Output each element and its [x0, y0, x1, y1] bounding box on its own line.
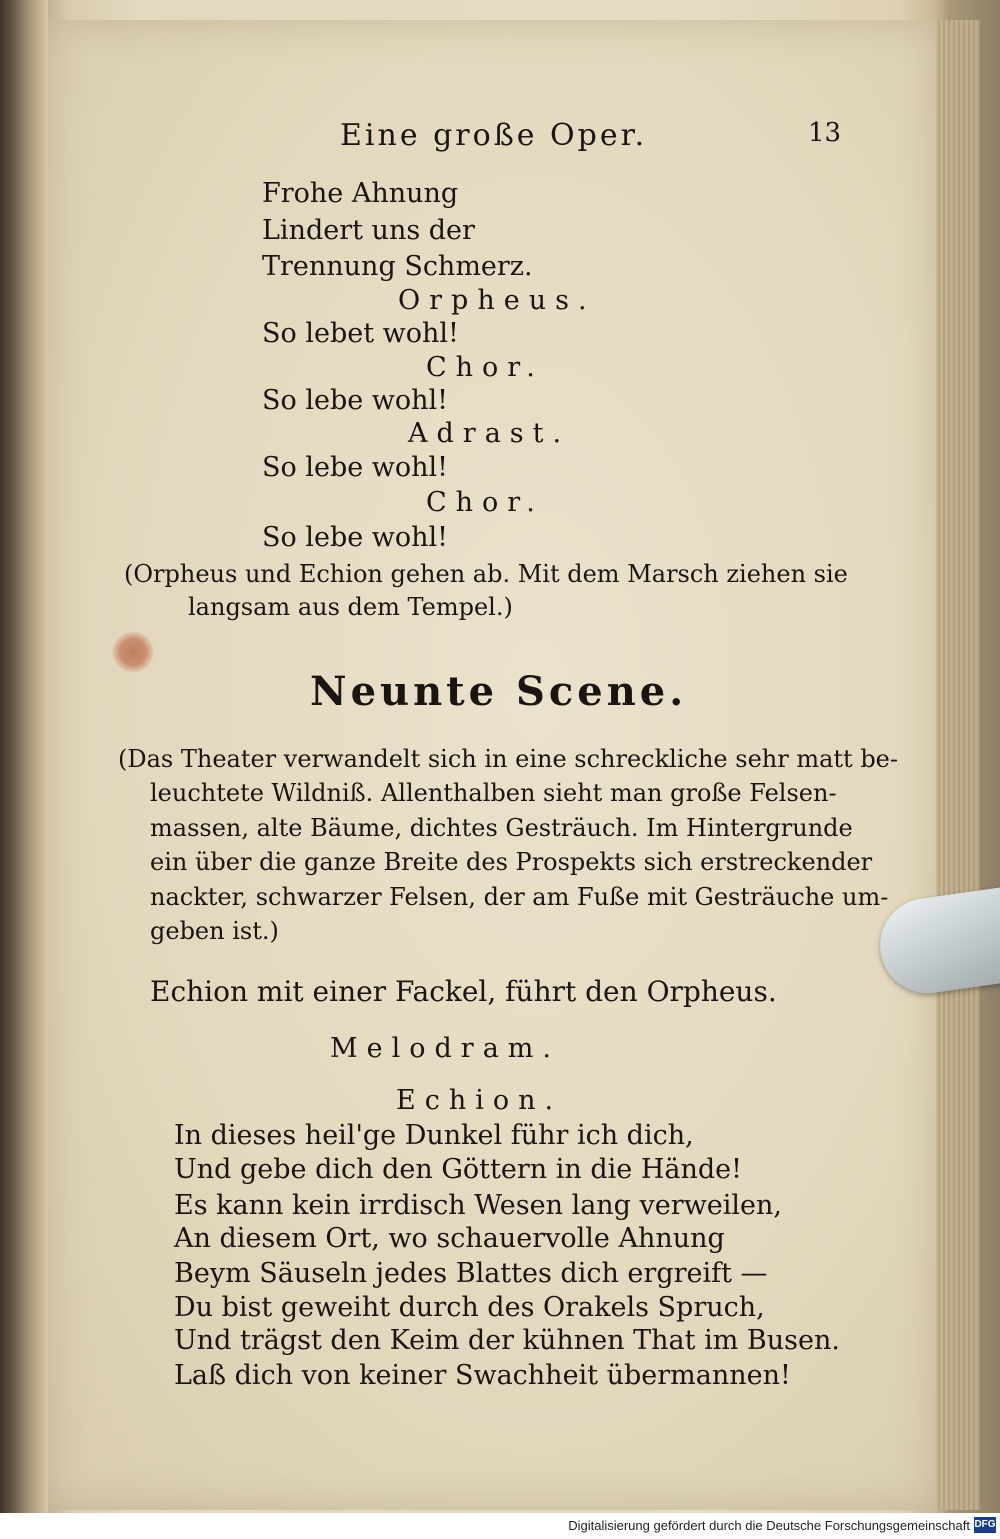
- stage-direction-line: (Das Theater verwandelt sich in eine schreckliche sehr matt be-: [118, 745, 898, 773]
- speaker-name: Adrast.: [408, 418, 571, 449]
- verse-line: Und trägst den Keim der kühnen That im Busen.: [174, 1325, 840, 1356]
- dialogue-line: So lebe wohl!: [262, 385, 449, 416]
- entrance-line: Echion mit einer Fackel, führt den Orpheus.: [150, 975, 777, 1008]
- verse-line: Lindert uns der: [262, 215, 475, 246]
- verse-line: Du bist geweiht durch des Orakels Spruch,: [174, 1292, 765, 1323]
- dialogue-line: So lebet wohl!: [262, 318, 459, 349]
- page-number: 13: [808, 118, 842, 148]
- stage-direction-line: langsam aus dem Tempel.): [188, 593, 513, 621]
- stage-direction-line: nackter, schwarzer Felsen, der am Fuße mit Gesträuche um-: [150, 883, 889, 911]
- stage-direction-line: leuchtete Wildniß. Allenthalben sieht man große Felsen-: [150, 779, 837, 807]
- paper-stain: [112, 632, 154, 672]
- stage-direction-line: geben ist.): [150, 917, 279, 945]
- verse-line: An diesem Ort, wo schauervolle Ahnung: [174, 1223, 725, 1254]
- digitization-credit: Digitalisierung gefördert durch die Deutsche Forschungsgemeinschaft: [568, 1518, 970, 1533]
- stage-direction-line: (Orpheus und Echion gehen ab. Mit dem Marsch ziehen sie: [124, 560, 848, 588]
- verse-line: In dieses heil'ge Dunkel führ ich dich,: [174, 1120, 694, 1151]
- speaker-name: Chor.: [426, 487, 544, 518]
- verse-line: Und gebe dich den Göttern in die Hände!: [174, 1154, 742, 1185]
- dialogue-line: So lebe wohl!: [262, 452, 449, 483]
- speaker-name: Echion.: [396, 1085, 563, 1116]
- page-stack-edge: [935, 20, 980, 1510]
- verse-line: Trennung Schmerz.: [262, 251, 533, 282]
- verse-line: Frohe Ahnung: [262, 178, 459, 209]
- dfg-logo: DFG: [974, 1517, 996, 1533]
- dialogue-line: So lebe wohl!: [262, 522, 449, 553]
- verse-line: Laß dich von keiner Swachheit übermannen!: [174, 1360, 791, 1391]
- verse-line: Beym Säuseln jedes Blattes dich ergreift —: [174, 1258, 768, 1289]
- speaker-name: Orpheus.: [398, 285, 596, 316]
- footer-bar: [0, 1513, 1000, 1539]
- verse-line: Es kann kein irrdisch Wesen lang verweilen,: [174, 1190, 783, 1221]
- speaker-name: Chor.: [426, 352, 544, 383]
- stage-direction-line: ein über die ganze Breite des Prospekts sich erstreckender: [150, 848, 873, 876]
- running-title: Eine große Oper.: [340, 118, 648, 153]
- stage-direction-line: massen, alte Bäume, dichtes Gesträuch. Im Hintergrunde: [150, 814, 853, 842]
- scene-title: Neunte Scene.: [310, 668, 688, 715]
- previous-page-edge: [0, 0, 48, 1520]
- melodram-label: Melodram.: [330, 1033, 560, 1064]
